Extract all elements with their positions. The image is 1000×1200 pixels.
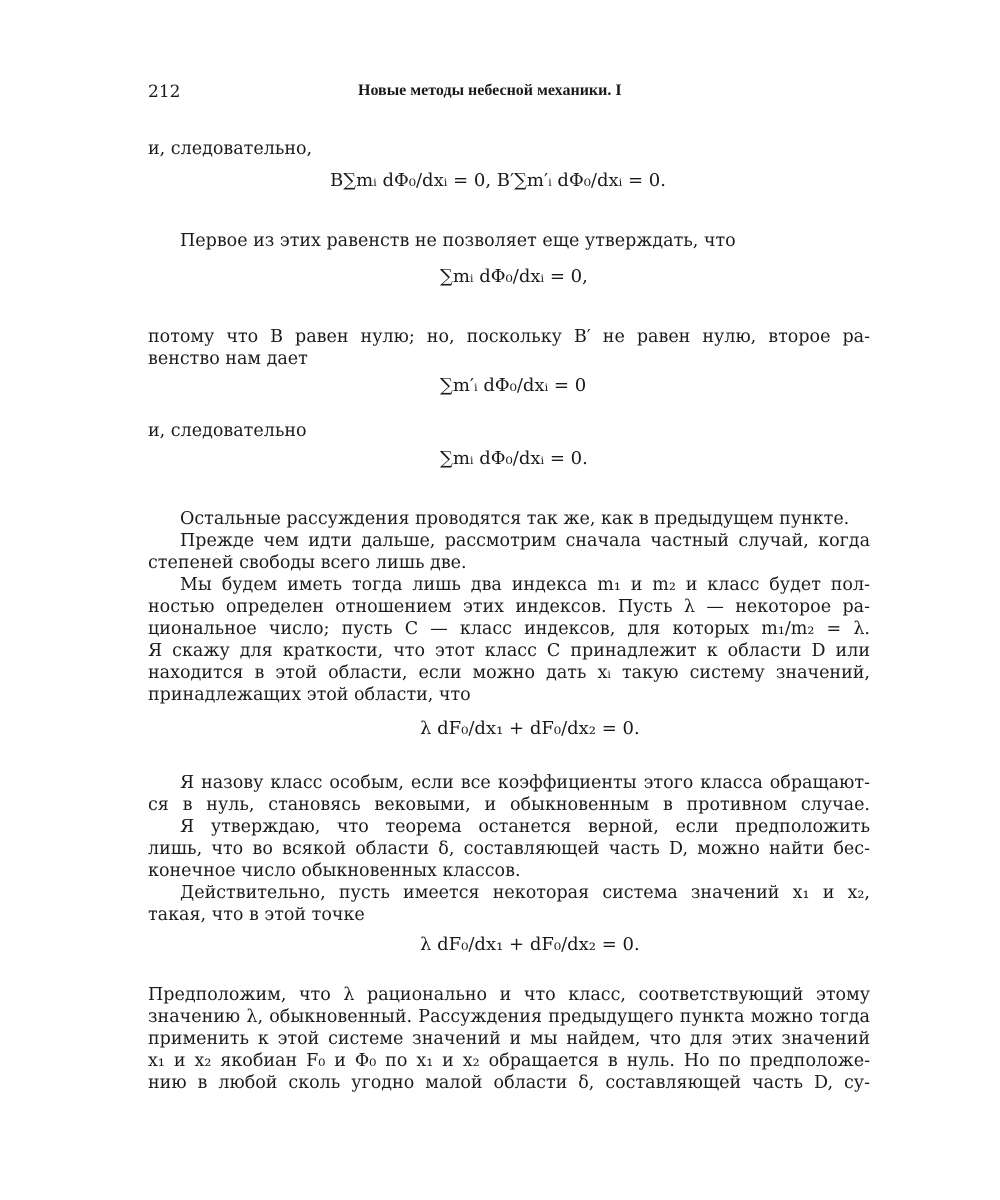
page-header bbox=[148, 82, 870, 110]
text-line: Я утверждаю, что теорема останется верной, если предположить bbox=[180, 817, 870, 837]
equation-1: B∑mᵢ dΦ₀/dxᵢ = 0, B′∑m′ᵢ dΦ₀/dxᵢ = 0. bbox=[330, 170, 666, 191]
text-line: венство нам дает bbox=[148, 349, 308, 369]
text-line: ся в нуль, становясь вековыми, и обыкновенным в противном случае. bbox=[148, 795, 870, 815]
running-title: Новые методы небесной механики. I bbox=[358, 82, 622, 99]
text-line: Первое из этих равенств не позволяет еще утверждать, что bbox=[180, 231, 736, 251]
text-line: находится в этой области, если можно дать xᵢ такую систему значений, bbox=[148, 663, 870, 683]
text-line: значению λ, обыкновенный. Рассуждения предыдущего пункта можно тогда bbox=[148, 1007, 870, 1027]
text-line: степеней свободы всего лишь две. bbox=[148, 553, 467, 573]
equation-5: λ dF₀/dx₁ + dF₀/dx₂ = 0. bbox=[420, 718, 640, 739]
text-line: лишь, что во всякой области δ, составляющей часть D, можно найти бес- bbox=[148, 839, 870, 859]
text-line: Предположим, что λ рационально и что класс, соответствующий этому bbox=[148, 985, 870, 1005]
text-line: циональное число; пусть C — класс индексов, для которых m₁/m₂ = λ. bbox=[148, 619, 870, 639]
equation-6: λ dF₀/dx₁ + dF₀/dx₂ = 0. bbox=[420, 934, 640, 955]
text-line: Остальные рассуждения проводятся так же, как в предыдущем пункте. bbox=[180, 509, 850, 529]
text-line: потому что B равен нулю; но, поскольку B′ не равен нулю, второе ра- bbox=[148, 327, 870, 347]
equation-4: ∑mᵢ dΦ₀/dxᵢ = 0. bbox=[440, 448, 588, 469]
equation-2: ∑mᵢ dΦ₀/dxᵢ = 0, bbox=[440, 266, 588, 287]
page-number: 212 bbox=[148, 82, 181, 102]
text-line: ностью определен отношением этих индексов. Пусть λ — некоторое ра- bbox=[148, 597, 870, 617]
text-line: применить к этой системе значений и мы найдем, что для этих значений bbox=[148, 1029, 870, 1049]
text-line: конечное число обыкновенных классов. bbox=[148, 861, 521, 881]
equation-3: ∑m′ᵢ dΦ₀/dxᵢ = 0 bbox=[440, 375, 587, 396]
text-line: Прежде чем идти дальше, рассмотрим сначала частный случай, когда bbox=[180, 531, 870, 551]
text-line: принадлежащих этой области, что bbox=[148, 685, 471, 705]
text-line: и, следовательно bbox=[148, 421, 307, 441]
text-line: Действительно, пусть имеется некоторая система значений x₁ и x₂, bbox=[180, 883, 870, 903]
text-line: Я назову класс особым, если все коэффициенты этого класса обращают- bbox=[180, 773, 870, 793]
text-line: такая, что в этой точке bbox=[148, 905, 365, 925]
text-line: Я скажу для краткости, что этот класс C принадлежит к области D или bbox=[148, 641, 870, 661]
text-line: и, следовательно, bbox=[148, 139, 313, 159]
text-line: x₁ и x₂ якобиан F₀ и Φ₀ по x₁ и x₂ обращается в нуль. Но по предположе- bbox=[148, 1051, 870, 1071]
text-line: Мы будем иметь тогда лишь два индекса m₁ и m₂ и класс будет пол- bbox=[180, 575, 870, 595]
text-line: нию в любой сколь угодно малой области δ, составляющей часть D, су- bbox=[148, 1073, 870, 1093]
